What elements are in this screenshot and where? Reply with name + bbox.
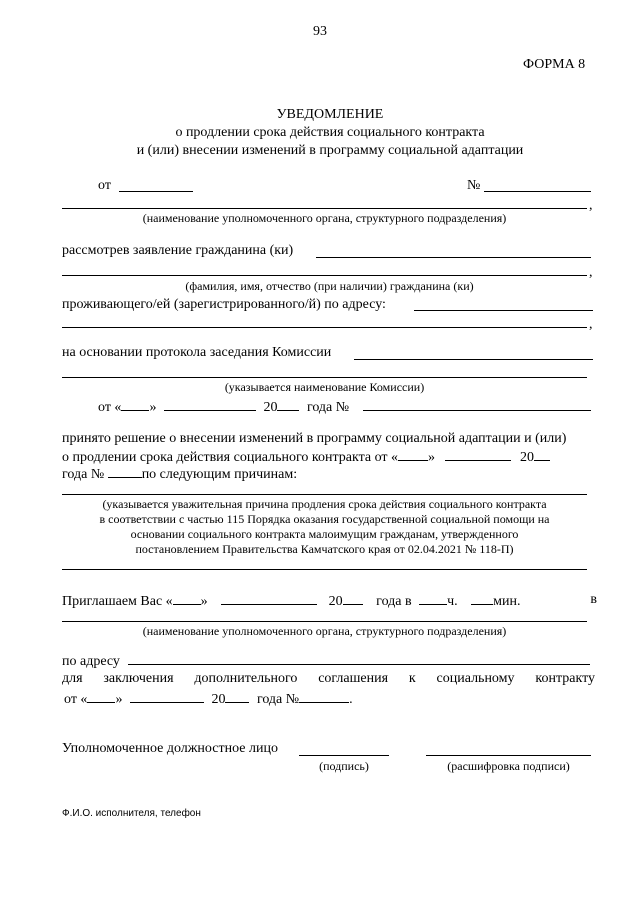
commission-caption: (указывается наименование Комиссии) bbox=[224, 380, 425, 394]
decision-line-3 bbox=[62, 465, 297, 483]
signature-caption: (подпись) bbox=[319, 759, 369, 773]
conclude-from-text: от « bbox=[64, 692, 88, 707]
protocol-month-field[interactable] bbox=[164, 398, 256, 411]
from-label: от bbox=[98, 178, 111, 193]
close-quote: » bbox=[149, 400, 157, 415]
decision-year-prefix: 20 bbox=[520, 450, 535, 465]
invite-close-quote: » bbox=[200, 594, 208, 609]
conclude-year-prefix: 20 bbox=[211, 692, 226, 707]
invite-minute-label: мин. bbox=[493, 594, 521, 609]
conclude-close-quote: » bbox=[115, 692, 123, 707]
reason-field-2[interactable] bbox=[62, 569, 587, 570]
conclude-year-field[interactable] bbox=[225, 690, 249, 703]
invite-year-field[interactable] bbox=[343, 592, 363, 605]
reason-caption-4: постановлением Правительства Камчатского края от 02.04.2021 № 118-П) bbox=[135, 542, 514, 556]
conclude-number-field[interactable] bbox=[299, 690, 349, 703]
invite-hour-field[interactable] bbox=[419, 592, 447, 605]
based-on-label: на основании протокола заседания Комиссии bbox=[62, 345, 332, 360]
invite-year-prefix: 20 bbox=[328, 594, 343, 609]
invite-hour-label: ч. bbox=[447, 594, 458, 609]
invitation-line bbox=[62, 592, 597, 610]
decision-month-field[interactable] bbox=[445, 448, 511, 461]
form-label: ФОРМА 8 bbox=[523, 57, 586, 72]
signature-field[interactable] bbox=[299, 755, 389, 756]
address-label: по адресу bbox=[62, 654, 120, 669]
invite-authority-field[interactable] bbox=[62, 621, 587, 622]
signature-label: Уполномоченное должностное лицо bbox=[62, 741, 278, 756]
year-number-label: года № bbox=[306, 400, 350, 415]
conclude-day-field[interactable] bbox=[87, 690, 115, 703]
reason-caption-2: в соответствии с частью 115 Порядка оказания государственной социальной помощи на bbox=[99, 512, 550, 526]
document-subtitle-2: и (или) внесении изменений в программу социальной адаптации bbox=[136, 143, 524, 158]
conclude-period: . bbox=[349, 692, 353, 707]
number-label: № bbox=[467, 178, 481, 193]
considered-label: рассмотрев заявление гражданина (ки) bbox=[62, 243, 294, 258]
citizen-caption: (фамилия, имя, отчество (при наличии) гражданина (ки) bbox=[185, 279, 474, 293]
comma-1: , bbox=[589, 198, 593, 213]
reasons-label: по следующим причинам: bbox=[141, 467, 298, 482]
year-prefix: 20 bbox=[263, 400, 278, 415]
invite-month-field[interactable] bbox=[221, 592, 317, 605]
decision-line-2 bbox=[62, 448, 595, 466]
reason-caption-3: основании социального контракта малоимущим гражданам, утвержденного bbox=[130, 527, 519, 541]
conclude-number-label: года № bbox=[256, 692, 300, 707]
address-field-2[interactable] bbox=[62, 327, 587, 328]
protocol-number-field[interactable] bbox=[363, 410, 591, 411]
invite-authority-caption: (наименование уполномоченного органа, структурного подразделения) bbox=[142, 624, 507, 638]
decision-close-quote: » bbox=[428, 450, 436, 465]
comma-2: , bbox=[589, 265, 593, 280]
invite-in-label: в bbox=[590, 592, 597, 607]
page-number: 93 bbox=[313, 24, 327, 39]
conclude-line: для заключения дополнительного соглашения к социальному контракту bbox=[62, 671, 595, 686]
meeting-address-field[interactable] bbox=[128, 664, 590, 665]
decision-year-field[interactable] bbox=[534, 448, 550, 461]
protocol-year-field[interactable] bbox=[277, 398, 299, 411]
protocol-date-from bbox=[98, 398, 349, 416]
document-subtitle-1: о продлении срока действия социального контракта bbox=[175, 125, 485, 140]
invite-year-at: года в bbox=[376, 594, 412, 609]
decision-day-field[interactable] bbox=[398, 448, 428, 461]
decision-line-1: принято решение о внесении изменений в программу социальной адаптации и (или) bbox=[62, 431, 567, 446]
number-field[interactable] bbox=[484, 191, 591, 192]
document-title: УВЕДОМЛЕНИЕ bbox=[276, 107, 384, 122]
citizen-field-1[interactable] bbox=[316, 257, 591, 258]
citizen-field-2[interactable] bbox=[62, 275, 587, 276]
invite-text: Приглашаем Вас « bbox=[62, 594, 173, 609]
decision-number-label: года № bbox=[62, 467, 105, 482]
invite-day-field[interactable] bbox=[173, 592, 201, 605]
residing-label: проживающего/ей (зарегистрированного/й) по адресу: bbox=[62, 297, 386, 312]
executor-note: Ф.И.О. исполнителя, телефон bbox=[62, 808, 201, 819]
commission-field-1[interactable] bbox=[354, 359, 593, 360]
comma-3: , bbox=[589, 317, 593, 332]
reason-caption-1: (указывается уважительная причина продления срока действия социального контракта bbox=[102, 497, 547, 511]
commission-field-2[interactable] bbox=[62, 377, 587, 378]
date-field[interactable] bbox=[119, 191, 193, 192]
signature-decode-caption: (расшифровка подписи) bbox=[447, 759, 570, 773]
decision-number-field[interactable] bbox=[108, 465, 142, 478]
invite-minute-field[interactable] bbox=[471, 592, 493, 605]
from-open-quote: от « bbox=[98, 400, 122, 415]
authority-caption: (наименование уполномоченного органа, структурного подразделения) bbox=[142, 211, 507, 225]
conclude-date-line bbox=[64, 690, 353, 708]
decision-from-text: о продлении срока действия социального контракта от « bbox=[62, 450, 399, 465]
protocol-day-field[interactable] bbox=[121, 398, 149, 411]
authority-field[interactable] bbox=[62, 208, 587, 209]
signature-decode-field[interactable] bbox=[426, 755, 591, 756]
reason-field[interactable] bbox=[62, 494, 587, 495]
address-field-1[interactable] bbox=[414, 310, 593, 311]
conclude-month-field[interactable] bbox=[130, 690, 204, 703]
